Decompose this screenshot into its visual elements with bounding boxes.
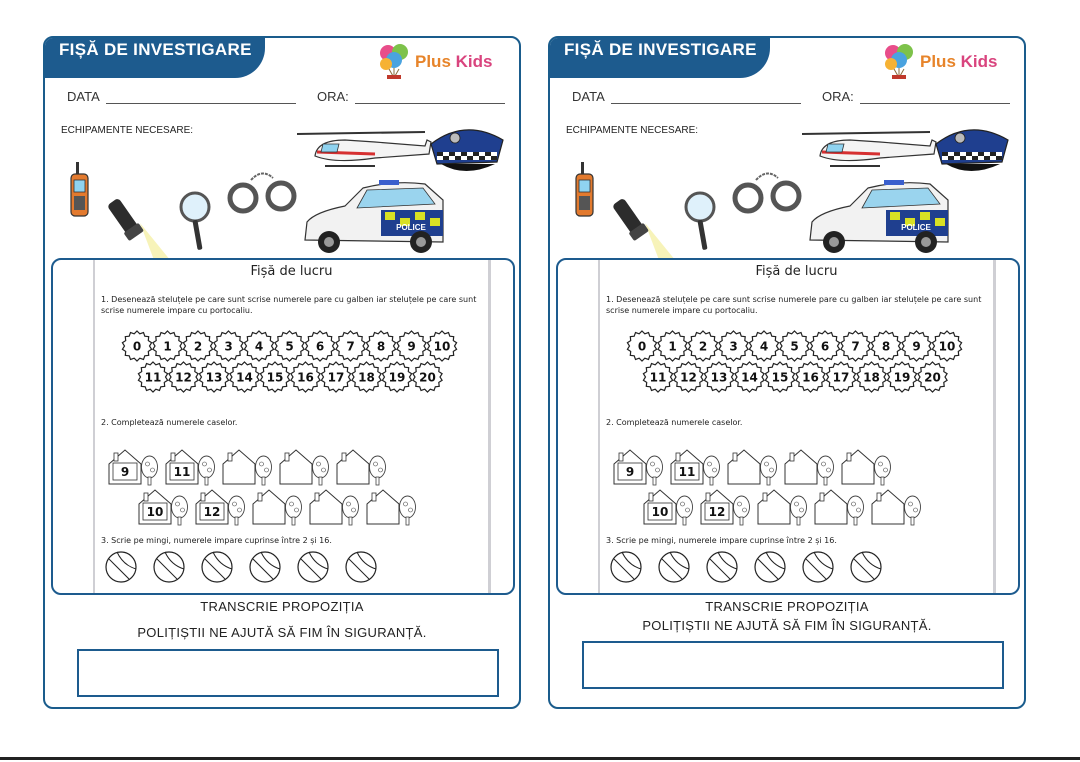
house-number: 9 — [625, 465, 635, 479]
number-star[interactable] — [674, 362, 703, 392]
handcuffs-icon — [230, 173, 294, 211]
task-3-text: 3. Scrie pe mingi, numerele impare cuprinse între 2 și 16. — [101, 536, 332, 545]
house-number: 12 — [708, 505, 726, 519]
star-number: 1 — [668, 339, 677, 354]
helicopter-icon — [802, 132, 936, 166]
number-star[interactable] — [688, 331, 717, 361]
tree-icon — [818, 456, 834, 485]
star-number: 11 — [649, 370, 667, 385]
date-write-line[interactable] — [611, 92, 801, 104]
walkie-talkie-icon — [71, 162, 88, 216]
worksheet-drawings — [600, 260, 998, 595]
house[interactable] — [614, 450, 646, 484]
ball-icon[interactable] — [803, 552, 833, 582]
worksheet-page — [598, 260, 996, 595]
tree-icon — [647, 456, 663, 485]
number-star[interactable] — [291, 362, 320, 392]
house-number: 9 — [120, 465, 130, 479]
brand-logo — [377, 42, 512, 80]
date-field — [572, 89, 801, 104]
brand-logo — [882, 42, 1017, 80]
star-number: 5 — [285, 339, 294, 354]
star-number: 2 — [193, 339, 203, 354]
transcribe-heading: TRANSCRIE PROPOZIȚIA — [200, 599, 364, 614]
number-star[interactable] — [871, 331, 900, 361]
house[interactable] — [758, 490, 790, 524]
tree-icon — [677, 496, 693, 525]
tree-icon — [875, 456, 891, 485]
investigation-sheet-right — [548, 36, 1026, 709]
number-star[interactable] — [427, 331, 456, 361]
star-number: 4 — [254, 339, 264, 354]
ball-icon[interactable] — [707, 552, 737, 582]
star-number: 5 — [790, 339, 799, 354]
time-write-line[interactable] — [355, 92, 505, 104]
tree-icon — [704, 456, 720, 485]
number-star[interactable] — [932, 331, 961, 361]
handcuffs-icon — [735, 173, 799, 211]
worksheet-drawings — [95, 260, 493, 595]
star-number: 16 — [297, 370, 314, 385]
tree-icon — [313, 456, 329, 485]
star-number: 10 — [433, 339, 451, 354]
number-star[interactable] — [796, 362, 825, 392]
number-star[interactable] — [214, 331, 243, 361]
number-star[interactable] — [305, 331, 334, 361]
tree-icon — [343, 496, 359, 525]
house[interactable] — [842, 450, 874, 484]
walkie-talkie-icon — [576, 162, 593, 216]
house[interactable] — [872, 490, 904, 524]
police-cap-icon — [936, 130, 1008, 171]
police-car-icon — [810, 180, 948, 253]
time-field — [822, 89, 1010, 104]
police-car-lettering: POLICE — [901, 223, 931, 232]
tree-icon — [905, 496, 921, 525]
number-star[interactable] — [780, 331, 809, 361]
worksheet-page — [93, 260, 491, 595]
house[interactable] — [196, 490, 228, 524]
star-number: 12 — [175, 370, 192, 385]
transcribe-heading: TRANSCRIE PROPOZIȚIA — [705, 599, 869, 614]
number-star[interactable] — [643, 362, 672, 392]
star-number: 10 — [938, 339, 956, 354]
star-number: 13 — [205, 370, 223, 385]
task-3-text: 3. Scrie pe mingi, numerele impare cuprinse între 2 și 16. — [606, 536, 837, 545]
star-number: 9 — [912, 339, 921, 354]
date-field — [67, 89, 296, 104]
star-number: 7 — [851, 339, 860, 354]
star-number: 6 — [820, 339, 830, 354]
ball-icon[interactable] — [611, 552, 641, 582]
tree-icon — [229, 496, 245, 525]
number-star[interactable] — [336, 331, 365, 361]
equipment-illustrations — [550, 118, 1024, 258]
star-number: 14 — [236, 370, 253, 385]
number-star[interactable] — [413, 362, 442, 392]
tree-icon — [199, 456, 215, 485]
tree-icon — [286, 496, 302, 525]
ball-icon[interactable] — [298, 552, 328, 582]
brand-word-plus: Plus — [920, 52, 956, 71]
number-star[interactable] — [366, 331, 395, 361]
house[interactable] — [671, 450, 703, 484]
transcribe-sentence: POLIȚIȘTII NE AJUTĂ SĂ FIM ÎN SIGURANȚĂ. — [642, 618, 932, 633]
star-number: 16 — [802, 370, 819, 385]
brand-word-plus: Plus — [415, 52, 451, 71]
number-star[interactable] — [230, 362, 259, 392]
worksheet-panel — [51, 258, 515, 595]
star-number: 15 — [771, 370, 789, 385]
number-star[interactable] — [122, 331, 151, 361]
transcribe-sentence: POLIȚIȘTII NE AJUTĂ SĂ FIM ÎN SIGURANȚĂ. — [137, 625, 427, 640]
house[interactable] — [223, 450, 255, 484]
tree-icon — [791, 496, 807, 525]
number-star[interactable] — [887, 362, 916, 392]
house[interactable] — [728, 450, 760, 484]
brand-word-kids: Kids — [455, 52, 493, 71]
star-number: 13 — [710, 370, 728, 385]
number-star[interactable] — [397, 331, 426, 361]
number-star[interactable] — [810, 331, 839, 361]
tree-icon — [734, 496, 750, 525]
ball-icon[interactable] — [250, 552, 280, 582]
task-1-text: 1. Desenează steluțele pe care sunt scrise numerele pare cu galben iar steluțele pe care sunt scrise numerele impare cu portocaliu. — [101, 295, 477, 315]
number-star[interactable] — [841, 331, 870, 361]
magnifier-icon — [181, 193, 209, 250]
number-star[interactable] — [382, 362, 411, 392]
number-star[interactable] — [704, 362, 733, 392]
number-star[interactable] — [902, 331, 931, 361]
number-star[interactable] — [826, 362, 855, 392]
brand-word-kids: Kids — [960, 52, 998, 71]
star-number: 19 — [893, 370, 911, 385]
police-car-lettering: POLICE — [396, 223, 426, 232]
police-cap-icon — [431, 130, 503, 171]
number-star[interactable] — [321, 362, 350, 392]
equipment-illustrations — [45, 118, 519, 258]
star-number: 1 — [163, 339, 172, 354]
number-star[interactable] — [627, 331, 656, 361]
star-number: 8 — [376, 339, 386, 354]
number-star[interactable] — [199, 362, 228, 392]
tree-icon — [761, 456, 777, 485]
star-number: 2 — [698, 339, 708, 354]
number-star[interactable] — [352, 362, 381, 392]
date-label: DATA — [572, 89, 605, 104]
brand-name — [920, 52, 997, 72]
house[interactable] — [785, 450, 817, 484]
number-star[interactable] — [719, 331, 748, 361]
tree-icon — [370, 456, 386, 485]
star-number: 19 — [388, 370, 406, 385]
house[interactable] — [109, 450, 141, 484]
task-1-text: 1. Desenează steluțele pe care sunt scrise numerele pare cu galben iar steluțele pe care sunt scrise numerele impare cu portocaliu. — [606, 295, 982, 315]
star-number: 14 — [741, 370, 758, 385]
answer-box[interactable] — [582, 641, 1004, 689]
house[interactable] — [139, 490, 171, 524]
worksheet-title: Fișă de lucru — [755, 264, 838, 279]
number-star[interactable] — [260, 362, 289, 392]
number-star[interactable] — [918, 362, 947, 392]
page-bottom-rule — [0, 757, 1080, 760]
star-number: 4 — [759, 339, 769, 354]
star-number: 12 — [680, 370, 697, 385]
time-label: ORA: — [317, 89, 349, 104]
number-star[interactable] — [749, 331, 778, 361]
house[interactable] — [310, 490, 342, 524]
star-number: 17 — [327, 370, 345, 385]
house-number: 10 — [146, 505, 164, 519]
task-2-text: 2. Completează numerele caselor. — [101, 418, 238, 427]
star-number: 20 — [419, 370, 436, 385]
house[interactable] — [337, 450, 369, 484]
house[interactable] — [815, 490, 847, 524]
brand-name — [415, 52, 492, 72]
ball-icon[interactable] — [202, 552, 232, 582]
investigation-sheet-left — [43, 36, 521, 709]
star-number: 0 — [637, 339, 647, 354]
house-number: 11 — [173, 465, 191, 479]
number-star[interactable] — [244, 331, 273, 361]
sheet-title: FIȘĂ DE INVESTIGARE — [45, 38, 265, 78]
tree-icon — [256, 456, 272, 485]
house[interactable] — [701, 490, 733, 524]
ball-icon[interactable] — [154, 552, 184, 582]
time-write-line[interactable] — [860, 92, 1010, 104]
star-number: 18 — [863, 370, 880, 385]
number-star[interactable] — [183, 331, 212, 361]
ball-icon[interactable] — [346, 552, 376, 582]
house-number: 10 — [651, 505, 669, 519]
equipment-label: ECHIPAMENTE NECESARE: — [566, 125, 699, 136]
house[interactable] — [166, 450, 198, 484]
star-number: 18 — [358, 370, 375, 385]
police-car-icon — [305, 180, 443, 253]
house[interactable] — [253, 490, 285, 524]
tree-icon — [400, 496, 416, 525]
tree-icon — [848, 496, 864, 525]
star-number: 0 — [132, 339, 142, 354]
worksheet-panel — [556, 258, 1020, 595]
house-number: 12 — [203, 505, 221, 519]
star-number: 3 — [729, 339, 738, 354]
star-number: 20 — [924, 370, 941, 385]
helicopter-icon — [297, 132, 431, 166]
ball-icon[interactable] — [851, 552, 881, 582]
star-number: 17 — [832, 370, 850, 385]
star-number: 3 — [224, 339, 233, 354]
magnifier-icon — [686, 193, 714, 250]
tree-icon — [172, 496, 188, 525]
answer-box[interactable] — [77, 649, 499, 697]
house-number: 11 — [678, 465, 696, 479]
star-number: 6 — [315, 339, 325, 354]
house[interactable] — [367, 490, 399, 524]
equipment-label: ECHIPAMENTE NECESARE: — [61, 125, 194, 136]
task-2-text: 2. Completează numerele caselor. — [606, 418, 743, 427]
sheet-title: FIȘĂ DE INVESTIGARE — [550, 38, 770, 78]
number-star[interactable] — [275, 331, 304, 361]
number-star[interactable] — [857, 362, 886, 392]
time-field — [317, 89, 505, 104]
date-write-line[interactable] — [106, 92, 296, 104]
tree-icon — [142, 456, 158, 485]
balloons-icon — [377, 42, 413, 80]
number-star[interactable] — [153, 331, 182, 361]
flashlight-icon — [612, 198, 680, 258]
number-star[interactable] — [765, 362, 794, 392]
balloons-icon — [882, 42, 918, 80]
star-number: 11 — [144, 370, 162, 385]
ball-icon[interactable] — [659, 552, 689, 582]
house[interactable] — [644, 490, 676, 524]
ball-icon[interactable] — [755, 552, 785, 582]
worksheet-title: Fișă de lucru — [250, 264, 333, 279]
number-star[interactable] — [735, 362, 764, 392]
number-star[interactable] — [169, 362, 198, 392]
star-number: 7 — [346, 339, 355, 354]
flashlight-icon — [107, 198, 175, 258]
house[interactable] — [280, 450, 312, 484]
number-star[interactable] — [138, 362, 167, 392]
time-label: ORA: — [822, 89, 854, 104]
ball-icon[interactable] — [106, 552, 136, 582]
star-number: 8 — [881, 339, 891, 354]
star-number: 15 — [266, 370, 284, 385]
star-number: 9 — [407, 339, 416, 354]
number-star[interactable] — [658, 331, 687, 361]
date-label: DATA — [67, 89, 100, 104]
